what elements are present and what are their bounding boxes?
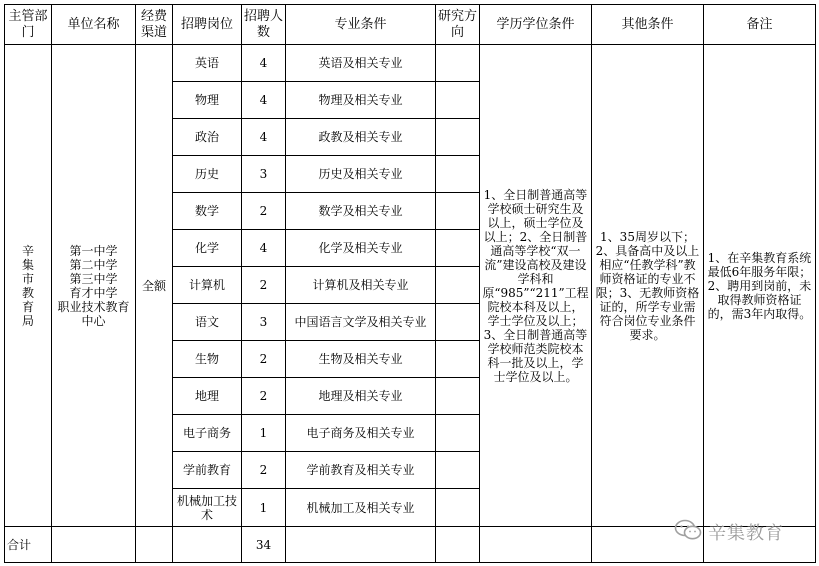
count-cell: 2 — [242, 378, 286, 415]
units-cell — [52, 45, 136, 527]
count-cell: 3 — [242, 156, 286, 193]
count-cell: 4 — [242, 82, 286, 119]
department-char: 育 — [21, 299, 34, 314]
header-cell: 招聘岗位 — [173, 5, 242, 45]
units-text — [54, 244, 133, 328]
department-text — [7, 244, 49, 328]
major-cell: 物理及相关专业 — [286, 82, 436, 119]
research-cell — [436, 378, 480, 415]
department-cell — [5, 45, 52, 527]
research-cell — [436, 230, 480, 267]
unit-line: 中心 — [81, 313, 106, 328]
post-cell: 生物 — [173, 341, 242, 378]
post-cell: 计算机 — [173, 267, 242, 304]
empty-cell — [480, 527, 592, 563]
research-cell — [436, 45, 480, 82]
header-row — [5, 5, 816, 45]
major-cell: 历史及相关专业 — [286, 156, 436, 193]
header-cell: 单位名称 — [52, 5, 136, 45]
header-cell: 其他条件 — [592, 5, 704, 45]
total-count: 34 — [242, 527, 286, 563]
count-cell: 2 — [242, 341, 286, 378]
major-cell: 机械加工及相关专业 — [286, 489, 436, 527]
major-cell: 地理及相关专业 — [286, 378, 436, 415]
education-cell: 1、全日制普通高等学校硕士研究生及以上，硕士学位及以上；2、全日制普通高等学校“双一流”建设高校及建设学科和原“985”“211”工程院校本科及以上，学士学位及以上；3、全日制普通高等学校师范类院校本科一批及以上，学士学位及以上。 — [480, 45, 592, 527]
funding-cell: 全额 — [136, 45, 173, 527]
major-cell: 计算机及相关专业 — [286, 267, 436, 304]
header-cell: 备注 — [704, 5, 816, 45]
unit-line: 职业技术教育 — [57, 299, 130, 314]
other-cell: 1、35周岁以下；2、具备高中及以上相应“任教学科”教师资格证的专业不限；3、无教师资格证的，所学专业需符合岗位专业条件要求。 — [592, 45, 704, 527]
research-cell — [436, 489, 480, 527]
major-cell: 化学及相关专业 — [286, 230, 436, 267]
post-cell: 电子商务 — [173, 415, 242, 452]
count-cell: 2 — [242, 267, 286, 304]
wechat-icon — [674, 519, 702, 545]
header-cell: 学历学位条件 — [480, 5, 592, 45]
watermark — [674, 518, 814, 546]
count-cell: 2 — [242, 193, 286, 230]
post-cell: 学前教育 — [173, 452, 242, 489]
post-cell: 地理 — [173, 378, 242, 415]
header-cell: 经费渠道 — [136, 5, 173, 45]
major-cell: 政教及相关专业 — [286, 119, 436, 156]
research-cell — [436, 156, 480, 193]
remarks-cell: 1、在辛集教育系统最低6年服务年限；2、聘用到岗前，未取得教师资格证的，需3年内取得。 — [704, 45, 816, 527]
table-row — [5, 45, 816, 82]
empty-cell — [436, 527, 480, 563]
research-cell — [436, 82, 480, 119]
empty-cell — [136, 527, 173, 563]
post-cell: 物理 — [173, 82, 242, 119]
post-cell: 化学 — [173, 230, 242, 267]
major-cell: 生物及相关专业 — [286, 341, 436, 378]
unit-line: 育才中学 — [69, 285, 118, 300]
post-cell: 数学 — [173, 193, 242, 230]
count-cell: 4 — [242, 230, 286, 267]
post-cell: 英语 — [173, 45, 242, 82]
department-char: 辛 — [21, 243, 34, 258]
research-cell — [436, 267, 480, 304]
post-cell: 语文 — [173, 304, 242, 341]
count-cell: 4 — [242, 119, 286, 156]
major-cell: 电子商务及相关专业 — [286, 415, 436, 452]
post-cell: 政治 — [173, 119, 242, 156]
research-cell — [436, 415, 480, 452]
header-cell: 主管部门 — [5, 5, 52, 45]
count-cell: 1 — [242, 489, 286, 527]
research-cell — [436, 119, 480, 156]
header-cell: 研究方向 — [436, 5, 480, 45]
research-cell — [436, 193, 480, 230]
header-cell: 专业条件 — [286, 5, 436, 45]
department-char: 市 — [21, 271, 34, 286]
total-label: 合计 — [5, 527, 52, 563]
major-cell: 英语及相关专业 — [286, 45, 436, 82]
research-cell — [436, 452, 480, 489]
major-cell: 中国语言文学及相关专业 — [286, 304, 436, 341]
department-char: 局 — [21, 313, 34, 328]
empty-cell — [52, 527, 136, 563]
empty-cell — [173, 527, 242, 563]
department-char: 教 — [21, 285, 34, 300]
unit-line: 第三中学 — [69, 271, 118, 286]
research-cell — [436, 304, 480, 341]
empty-cell — [286, 527, 436, 563]
count-cell: 1 — [242, 415, 286, 452]
major-cell: 学前教育及相关专业 — [286, 452, 436, 489]
count-cell: 4 — [242, 45, 286, 82]
header-cell: 招聘人数 — [242, 5, 286, 45]
count-cell: 2 — [242, 452, 286, 489]
count-cell: 3 — [242, 304, 286, 341]
post-cell: 机械加工技术 — [173, 489, 242, 527]
unit-line: 第一中学 — [69, 243, 118, 258]
department-char: 集 — [21, 257, 34, 272]
recruitment-table — [4, 4, 816, 563]
watermark-text: 辛集教育 — [708, 523, 784, 544]
post-cell: 历史 — [173, 156, 242, 193]
major-cell: 数学及相关专业 — [286, 193, 436, 230]
research-cell — [436, 341, 480, 378]
unit-line: 第二中学 — [69, 257, 118, 272]
